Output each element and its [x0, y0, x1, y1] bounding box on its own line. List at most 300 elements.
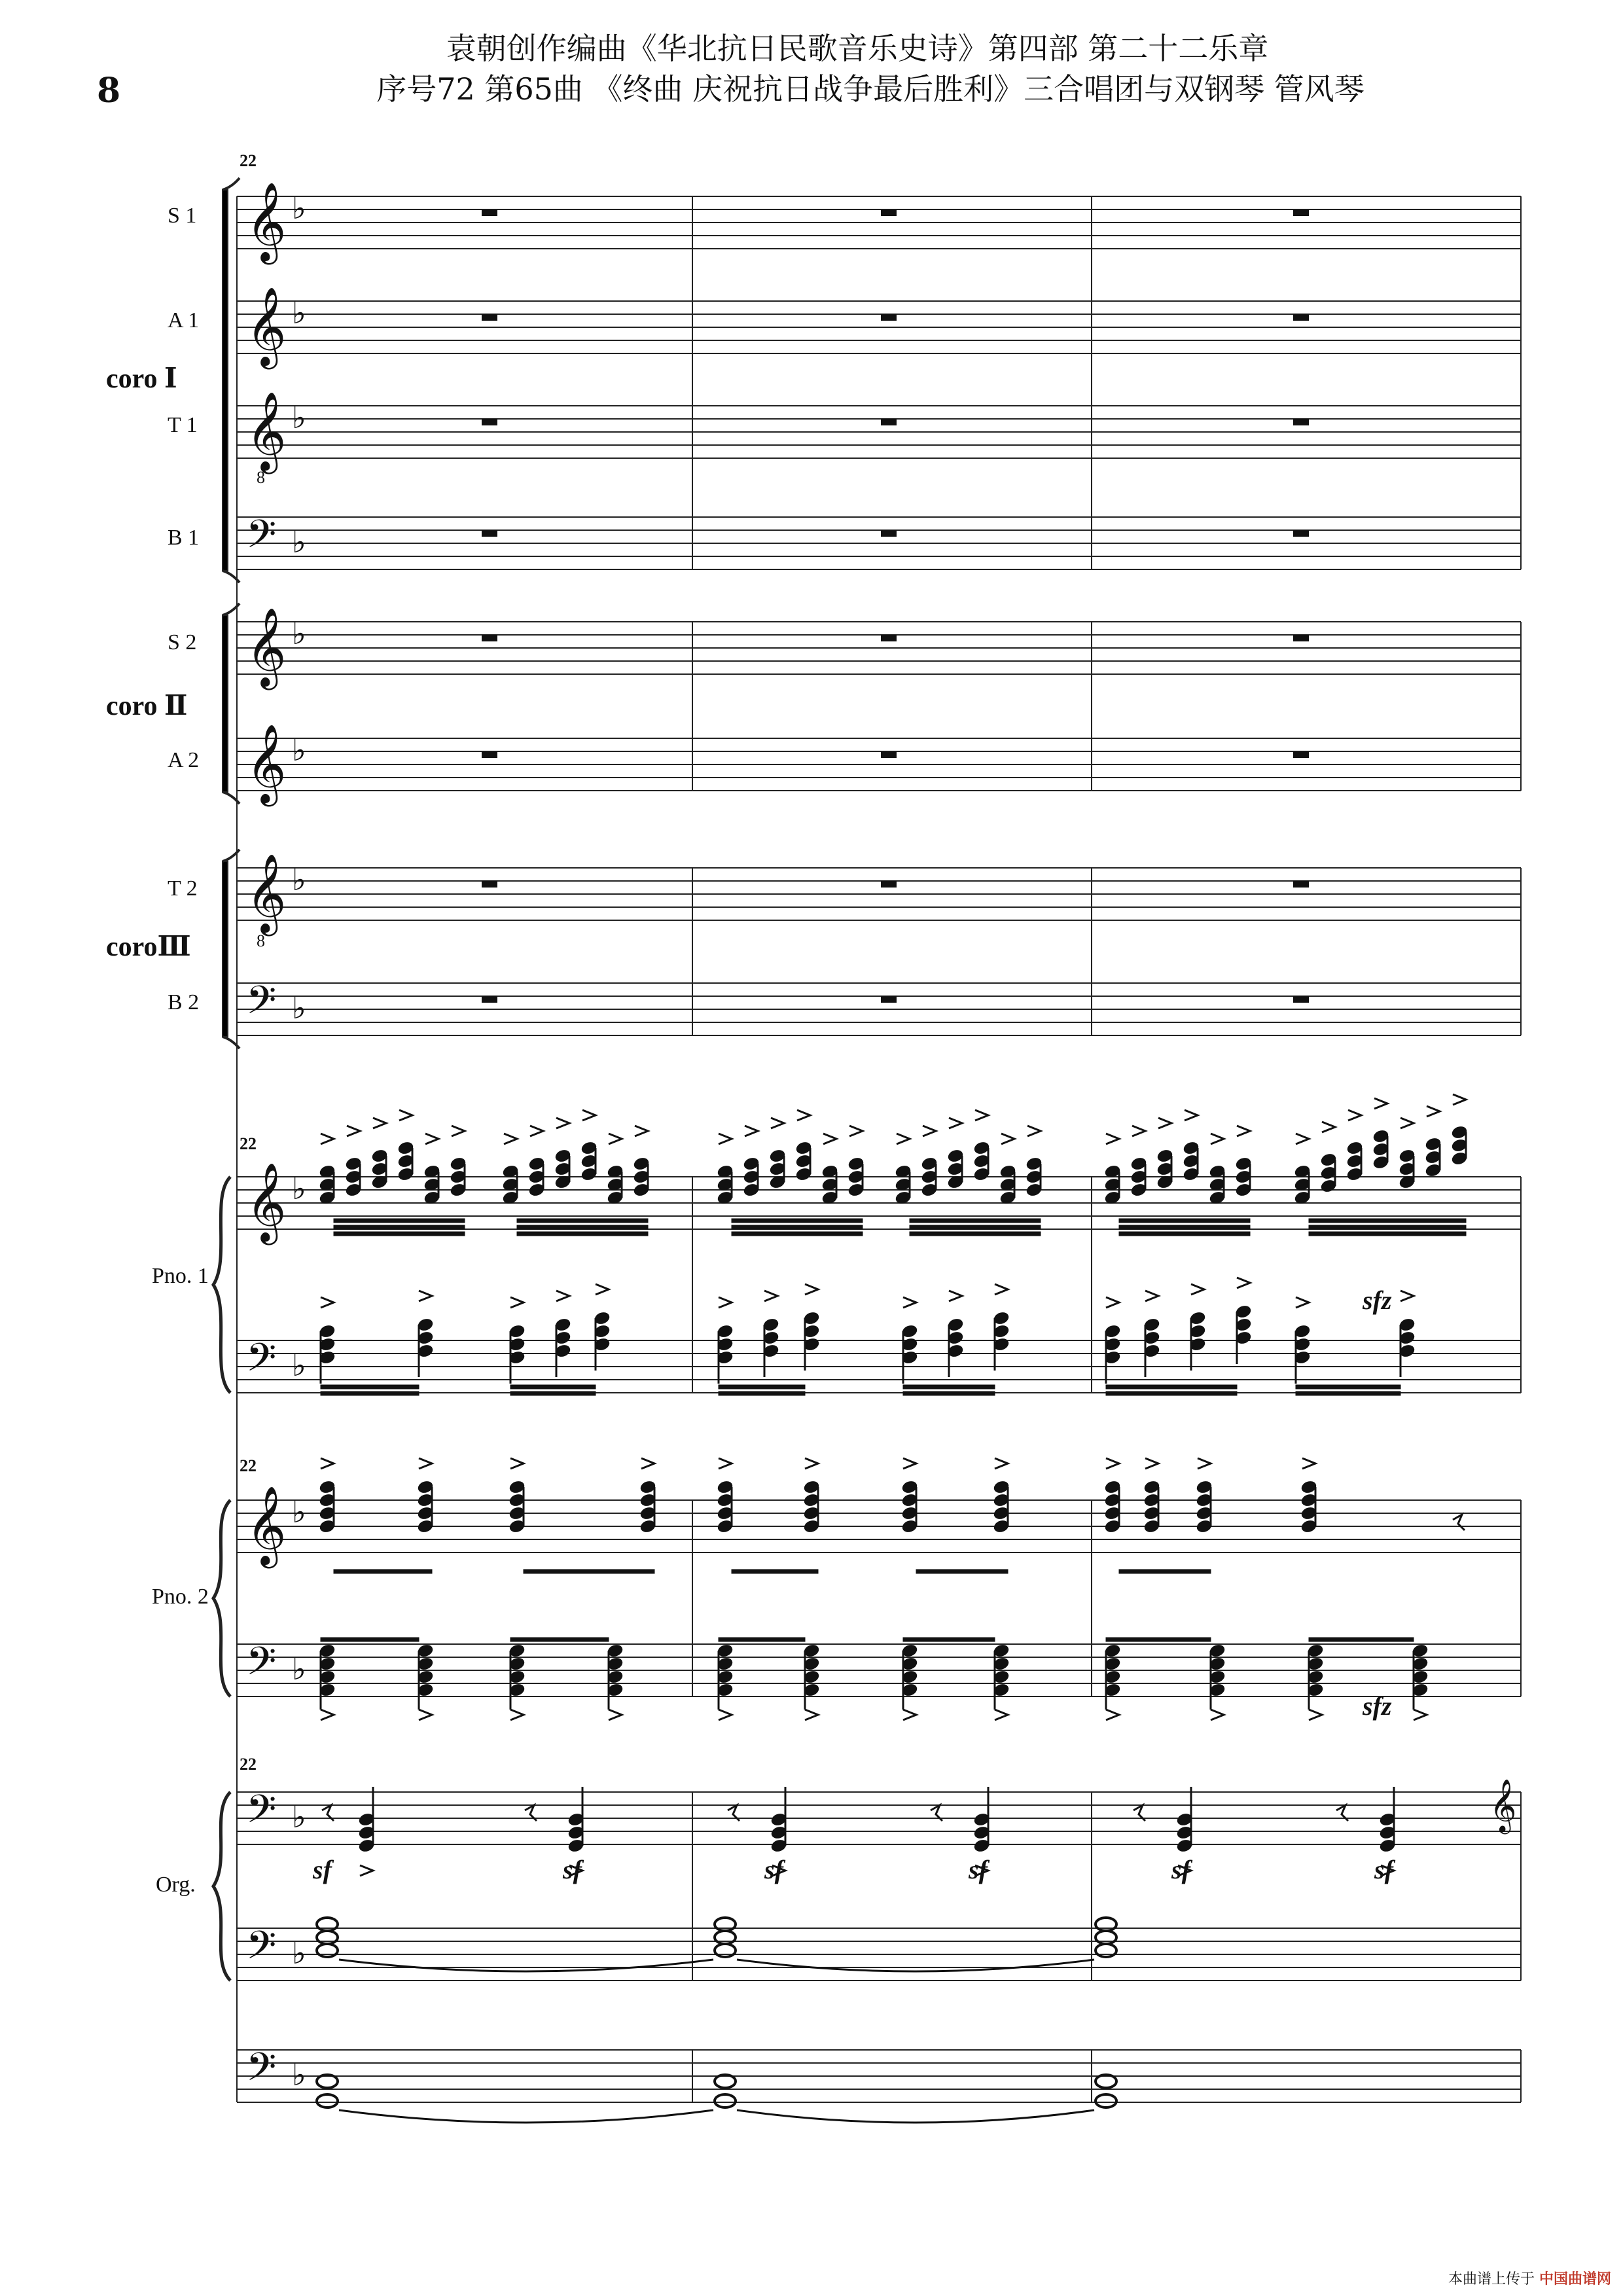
accent — [641, 1458, 654, 1469]
flat-icon: ♭ — [292, 524, 306, 560]
pno1-treble-chord — [1294, 1134, 1311, 1205]
staff-lines — [237, 196, 1521, 2102]
pno2-treble-chord — [508, 1458, 526, 1534]
brace-org — [213, 1792, 230, 1981]
piano-organ-notes — [317, 1094, 1468, 2123]
pno2-treble-chord — [1196, 1458, 1213, 1534]
pno2-bass-chord — [1209, 1643, 1226, 1720]
bracket-coro1 — [223, 190, 228, 571]
pno1-treble-chord — [1104, 1134, 1121, 1205]
treble-clef-icon: 𝄞 — [246, 853, 287, 933]
whole-note — [1096, 2094, 1116, 2108]
group-label-coro2: coro Ⅱ — [106, 691, 188, 721]
pno2-bass-chord — [1412, 1643, 1429, 1720]
accent — [719, 1134, 732, 1144]
pno1-bass-chord — [1189, 1284, 1206, 1371]
accent — [805, 1458, 818, 1469]
pno1-treble-chord — [371, 1118, 388, 1189]
bass-clef-icon: 𝄢 — [246, 1922, 277, 1977]
whole-rest — [1293, 996, 1309, 1003]
pno1-bass-chord — [1235, 1278, 1252, 1364]
accent — [1106, 1297, 1119, 1308]
pno1-treble-chord — [921, 1126, 938, 1197]
staff-label-a2: A 2 — [168, 748, 200, 772]
pno2-treble-beam — [1119, 1570, 1211, 1573]
pno1-treble-beam — [1119, 1219, 1250, 1223]
accent — [995, 1458, 1008, 1469]
accent — [596, 1284, 609, 1295]
dynamic-sf-org-3: sf — [764, 1855, 783, 1884]
accent — [510, 1710, 524, 1720]
pno1-bass-chord — [901, 1297, 918, 1384]
pno1-treble-chord — [1209, 1134, 1226, 1205]
flat-icon: ♭ — [292, 990, 306, 1026]
accent — [321, 1134, 334, 1144]
pno1-bass-beam — [1106, 1391, 1237, 1395]
accent — [360, 1865, 373, 1876]
whole-rest — [1293, 419, 1309, 425]
flat-icon: ♭ — [292, 190, 306, 226]
accent — [1453, 1094, 1466, 1105]
pno1-treble-chord — [319, 1134, 336, 1205]
whole-note — [317, 2094, 338, 2108]
accent — [903, 1297, 916, 1308]
accent — [975, 1110, 988, 1121]
brace-pno2 — [213, 1500, 230, 1696]
accent — [1106, 1134, 1119, 1144]
accent — [1296, 1297, 1309, 1308]
pno2-treble-chord — [319, 1458, 336, 1534]
bass-clef-icon: 𝄢 — [246, 511, 277, 566]
pno2-treble-chord — [993, 1458, 1010, 1534]
accent — [1145, 1458, 1158, 1469]
pno1-treble-chord — [554, 1118, 571, 1189]
whole-rest — [482, 314, 497, 321]
staff-label-t2: T 2 — [168, 876, 198, 901]
bass-clef-icon: 𝄢 — [246, 977, 277, 1032]
accent — [1296, 1134, 1309, 1144]
instrument-label-pno2: Pno. 2 — [152, 1585, 209, 1609]
dynamic-sf-org-5: sf — [1171, 1855, 1190, 1884]
pno1-treble-chord — [1425, 1106, 1442, 1177]
accent — [823, 1134, 836, 1144]
pno2-bass-chord — [1104, 1643, 1121, 1720]
pno1-bass-beam — [1296, 1385, 1400, 1389]
treble-clef-icon: 𝄞 — [246, 1162, 287, 1242]
page-number: 8 — [97, 71, 121, 111]
pno2-treble-chord — [639, 1458, 656, 1534]
pno1-treble-chord — [769, 1118, 786, 1189]
bass-clef-icon: 𝄢 — [246, 1638, 277, 1693]
accent — [764, 1291, 777, 1301]
pno2-bass-beam — [1106, 1638, 1211, 1641]
accent — [425, 1134, 438, 1144]
measure-number-pno1: 22 — [240, 1134, 257, 1153]
pno2-bass-chord — [803, 1643, 820, 1720]
flat-icon: ♭ — [292, 295, 306, 331]
pno1-treble-chord — [423, 1134, 440, 1205]
accent — [1027, 1126, 1041, 1136]
whole-rest — [482, 419, 497, 425]
accent — [923, 1126, 936, 1136]
footer-upload-text: 本曲谱上传于 — [1448, 2271, 1535, 2287]
pno1-treble-chord — [528, 1126, 545, 1197]
pno1-treble-beam — [910, 1232, 1041, 1236]
pno2-treble-chord — [1104, 1458, 1121, 1534]
pno2-bass-chord — [901, 1643, 918, 1720]
accent — [805, 1284, 818, 1295]
pno2-treble-chord — [803, 1458, 820, 1534]
whole-rest — [1293, 530, 1309, 537]
whole-rest — [482, 751, 497, 758]
accent — [1322, 1122, 1335, 1132]
pno1-treble-chord — [580, 1110, 597, 1181]
pno1-treble-chord — [947, 1118, 964, 1189]
accent — [1132, 1126, 1145, 1136]
accent — [321, 1458, 334, 1469]
whole-rest — [1293, 314, 1309, 321]
accent — [995, 1710, 1008, 1720]
pno2-treble-beam — [916, 1570, 1008, 1573]
accent — [510, 1297, 524, 1308]
accent — [556, 1118, 569, 1128]
treble-clef-icon: 𝄞 — [246, 181, 287, 261]
flat-icon: ♭ — [292, 1651, 306, 1687]
accent — [1158, 1118, 1171, 1128]
dynamic-sf-org-6: sf — [1374, 1855, 1393, 1884]
whole-rest — [881, 635, 897, 641]
accent — [609, 1134, 622, 1144]
bass-clef-icon: 𝄢 — [246, 1335, 277, 1390]
accent — [1237, 1278, 1250, 1288]
whole-rest — [1293, 209, 1309, 216]
dynamic-sf-org-1: sf — [313, 1855, 332, 1884]
pno2-bass-beam — [719, 1638, 805, 1641]
pno2-bass-chord — [508, 1643, 526, 1720]
accent — [419, 1291, 432, 1301]
pno1-bass-chord — [1399, 1291, 1416, 1377]
accent — [1001, 1134, 1014, 1144]
eighth-rest-pno2 — [1453, 1515, 1465, 1530]
whole-rest — [881, 881, 897, 888]
accent — [805, 1710, 818, 1720]
pno1-treble-beam — [334, 1225, 465, 1229]
accent — [1237, 1126, 1250, 1136]
accent — [849, 1126, 863, 1136]
pno1-treble-chord — [999, 1134, 1016, 1205]
pno1-treble-chord — [717, 1134, 734, 1205]
accent — [347, 1126, 360, 1136]
accent — [635, 1126, 648, 1136]
pno1-treble-beam — [1309, 1225, 1466, 1229]
accent — [399, 1110, 412, 1121]
pno2-treble-beam — [524, 1570, 654, 1573]
pno1-treble-chord — [795, 1110, 812, 1181]
whole-rest — [482, 881, 497, 888]
staff-label-b2: B 2 — [168, 990, 200, 1014]
bracket-coro3 — [223, 861, 228, 1037]
whole-note — [715, 2094, 736, 2108]
accent — [719, 1710, 732, 1720]
accent — [903, 1458, 916, 1469]
pno1-treble-chord — [1399, 1118, 1416, 1189]
whole-rests — [482, 209, 1309, 1003]
staff-label-s1: S 1 — [168, 204, 197, 228]
pno1-bass-chord — [1143, 1291, 1160, 1377]
measure-number-org: 22 — [240, 1755, 257, 1774]
whole-rest — [881, 751, 897, 758]
pno2-bass-chord — [1307, 1643, 1324, 1720]
accent — [897, 1134, 910, 1144]
pno1-treble-beam — [1119, 1225, 1250, 1229]
pno1-treble-beam — [334, 1232, 465, 1236]
pno1-treble-beam — [1119, 1232, 1250, 1236]
pno1-bass-beam — [510, 1391, 596, 1395]
pno1-treble-chord — [607, 1134, 624, 1205]
pno2-treble-chord — [717, 1458, 734, 1534]
pno1-treble-beam — [517, 1232, 648, 1236]
flat-icon: ♭ — [292, 1348, 306, 1383]
treble-clef-change-icon: 𝄞 — [1489, 1778, 1517, 1832]
pno1-treble-beam — [910, 1219, 1041, 1223]
pno2-treble-chord — [901, 1458, 918, 1534]
brace-pno1 — [213, 1177, 230, 1393]
pno2-bass-chord — [319, 1643, 336, 1720]
flat-icon: ♭ — [292, 616, 306, 651]
pno1-bass-chord — [554, 1291, 571, 1377]
pno1-treble-chord — [633, 1126, 650, 1197]
accent — [373, 1118, 386, 1128]
pno1-treble-chord — [1451, 1094, 1468, 1166]
dynamic-sf-org-4: sf — [969, 1855, 988, 1884]
pno1-treble-chord — [502, 1134, 519, 1205]
pno1-treble-beam — [1309, 1232, 1466, 1236]
pno1-treble-chord — [1346, 1110, 1363, 1181]
accent — [1400, 1118, 1414, 1128]
pno1-bass-chord — [717, 1297, 734, 1384]
bracket-coro1-hook-top — [223, 178, 240, 190]
pno1-treble-beam — [732, 1219, 863, 1223]
pno1-treble-beam — [517, 1225, 648, 1229]
accent — [1427, 1106, 1440, 1117]
flat-icon: ♭ — [292, 1171, 306, 1206]
accent — [1185, 1110, 1198, 1121]
whole-rest — [881, 996, 897, 1003]
accent — [321, 1297, 334, 1308]
pno1-bass-chord — [508, 1297, 526, 1384]
pno1-bass-chord — [594, 1284, 611, 1371]
accent — [556, 1291, 569, 1301]
whole-rest — [482, 635, 497, 641]
accent — [321, 1710, 334, 1720]
pno1-treble-chord — [821, 1134, 838, 1205]
pno1-bass-chord — [1104, 1297, 1121, 1384]
accent — [1106, 1458, 1119, 1469]
pno1-treble-chord — [1183, 1110, 1200, 1181]
whole-rest — [1293, 635, 1309, 641]
accent — [903, 1710, 916, 1720]
pno2-treble-chord — [1143, 1458, 1160, 1534]
whole-rest — [881, 530, 897, 537]
pno1-bass-chord — [993, 1284, 1010, 1371]
tenor-octave-mark-t2: 8 — [257, 931, 265, 950]
bracket-coro2 — [223, 615, 228, 792]
accent — [745, 1126, 758, 1136]
pno2-bass-chord — [993, 1643, 1010, 1720]
instrument-label-org: Org. — [156, 1873, 196, 1897]
accent — [949, 1118, 962, 1128]
accent — [419, 1458, 432, 1469]
pno2-treble-chord — [1300, 1458, 1317, 1534]
accent — [1374, 1098, 1387, 1109]
pno1-bass-chord — [762, 1291, 779, 1377]
whole-rest — [1293, 751, 1309, 758]
tie — [339, 1960, 713, 1971]
flat-icon: ♭ — [292, 400, 306, 435]
whole-rest — [482, 530, 497, 537]
pno1-treble-chord — [1130, 1126, 1147, 1197]
bass-clef-icon: 𝄢 — [246, 2044, 277, 2099]
pno1-treble-beam — [1309, 1219, 1466, 1223]
pno2-treble-beam — [334, 1570, 432, 1573]
accent — [1106, 1710, 1119, 1720]
pno1-bass-beam — [1106, 1385, 1237, 1389]
pno2-treble-beam — [732, 1570, 818, 1573]
whole-rest — [1293, 881, 1309, 888]
accent — [1145, 1291, 1158, 1301]
pno2-bass-beam — [1309, 1638, 1414, 1641]
pno1-treble-beam — [910, 1225, 1041, 1229]
tie — [339, 2110, 713, 2123]
barlines — [213, 178, 1521, 2102]
accent — [582, 1110, 596, 1121]
pno1-treble-chord — [895, 1134, 912, 1205]
flat-icon: ♭ — [292, 862, 306, 897]
accent — [1348, 1110, 1361, 1121]
pno1-bass-beam — [903, 1391, 995, 1395]
accent — [1211, 1710, 1224, 1720]
tenor-octave-mark-t1: 8 — [257, 468, 265, 487]
accent — [504, 1134, 517, 1144]
accent — [609, 1710, 622, 1720]
pno1-treble-chord — [1320, 1122, 1337, 1193]
dynamic-sfz-pno1: sfz — [1363, 1285, 1392, 1315]
pno1-treble-chord — [1156, 1118, 1173, 1189]
accent — [719, 1297, 732, 1308]
pno1-bass-beam — [321, 1391, 419, 1395]
pno2-bass-beam — [510, 1638, 609, 1641]
pno1-treble-chord — [1372, 1098, 1389, 1170]
measure-number-choir: 22 — [240, 151, 257, 170]
pno2-bass-chord — [717, 1643, 734, 1720]
pno1-bass-beam — [1296, 1391, 1400, 1395]
pno1-treble-beam — [334, 1219, 465, 1223]
accent — [949, 1291, 962, 1301]
org-manual-chord — [358, 1787, 375, 1876]
staff-label-t1: T 1 — [168, 413, 198, 437]
pno1-bass-chord — [803, 1284, 820, 1371]
pno1-bass-chord — [1294, 1297, 1311, 1384]
measure-number-pno2: 22 — [240, 1456, 257, 1475]
group-label-coro3: coroⅢ — [106, 932, 191, 962]
pno1-treble-chord — [1026, 1126, 1043, 1197]
pno1-treble-beam — [517, 1219, 648, 1223]
pno2-bass-chord — [417, 1643, 434, 1720]
pno1-treble-chord — [397, 1110, 414, 1181]
flat-icon: ♭ — [292, 1799, 306, 1835]
pno1-bass-beam — [719, 1385, 805, 1389]
staff-label-b1: B 1 — [168, 526, 200, 550]
whole-rest — [881, 209, 897, 216]
treble-clef-icon: 𝄞 — [246, 723, 287, 803]
dynamic-sfz-pno2: sfz — [1363, 1691, 1392, 1721]
pno1-bass-chord — [319, 1297, 336, 1384]
pno1-treble-chord — [450, 1126, 467, 1197]
accent — [1309, 1710, 1322, 1720]
accent — [1198, 1458, 1211, 1469]
accent — [1211, 1134, 1224, 1144]
pno2-bass-beam — [321, 1638, 419, 1641]
pno1-bass-beam — [321, 1385, 419, 1389]
pno2-treble-chord — [417, 1458, 434, 1534]
flat-icon: ♭ — [292, 1935, 306, 1971]
dynamic-sf-org-2: sf — [563, 1855, 582, 1884]
pno1-treble-chord — [743, 1126, 760, 1197]
footer-watermark — [1448, 2268, 1611, 2288]
title-line-2: 序号72 第65曲 《终曲 庆祝抗日战争最后胜利》三合唱团与双钢琴 管风琴 — [376, 71, 1364, 107]
pno1-treble-beam — [732, 1232, 863, 1236]
pno1-treble-chord — [345, 1126, 362, 1197]
flat-icon: ♭ — [292, 1494, 306, 1530]
treble-clef-icon: 𝄞 — [246, 286, 287, 366]
accent — [1191, 1284, 1204, 1295]
accent — [1302, 1458, 1315, 1469]
flat-icon: ♭ — [292, 732, 306, 768]
accent — [1414, 1710, 1427, 1720]
treble-clef-icon: 𝄞 — [246, 607, 287, 687]
pno1-treble-chord — [973, 1110, 990, 1181]
whole-rest — [482, 209, 497, 216]
pno1-treble-chord — [847, 1126, 865, 1197]
group-label-coro1: coro Ⅰ — [106, 364, 177, 394]
accent — [719, 1458, 732, 1469]
pno2-bass-chord — [607, 1643, 624, 1720]
footer-site-logo: 中国曲谱网 — [1539, 2271, 1611, 2287]
accent — [1400, 1291, 1414, 1301]
whole-rest — [881, 314, 897, 321]
pno1-bass-beam — [510, 1385, 596, 1389]
flat-icon: ♭ — [292, 2057, 306, 2092]
accent — [797, 1110, 810, 1121]
accent — [530, 1126, 543, 1136]
pno1-treble-chord — [1235, 1126, 1252, 1197]
pno1-bass-chord — [417, 1291, 434, 1377]
bass-clef-icon: 𝄢 — [246, 1786, 277, 1841]
accent — [771, 1118, 784, 1128]
accent — [419, 1710, 432, 1720]
title-line-1: 袁朝创作编曲《华北抗日民歌音乐史诗》第四部 第二十二乐章 — [446, 31, 1269, 66]
staff-label-s2: S 2 — [168, 630, 197, 655]
instrument-label-pno1: Pno. 1 — [152, 1264, 209, 1288]
tie — [737, 1960, 1094, 1971]
tie — [737, 2110, 1094, 2123]
whole-rest — [881, 419, 897, 425]
pno1-bass-beam — [903, 1385, 995, 1389]
accent — [995, 1284, 1008, 1295]
accent — [452, 1126, 465, 1136]
pno2-bass-beam — [903, 1638, 995, 1641]
accent — [510, 1458, 524, 1469]
